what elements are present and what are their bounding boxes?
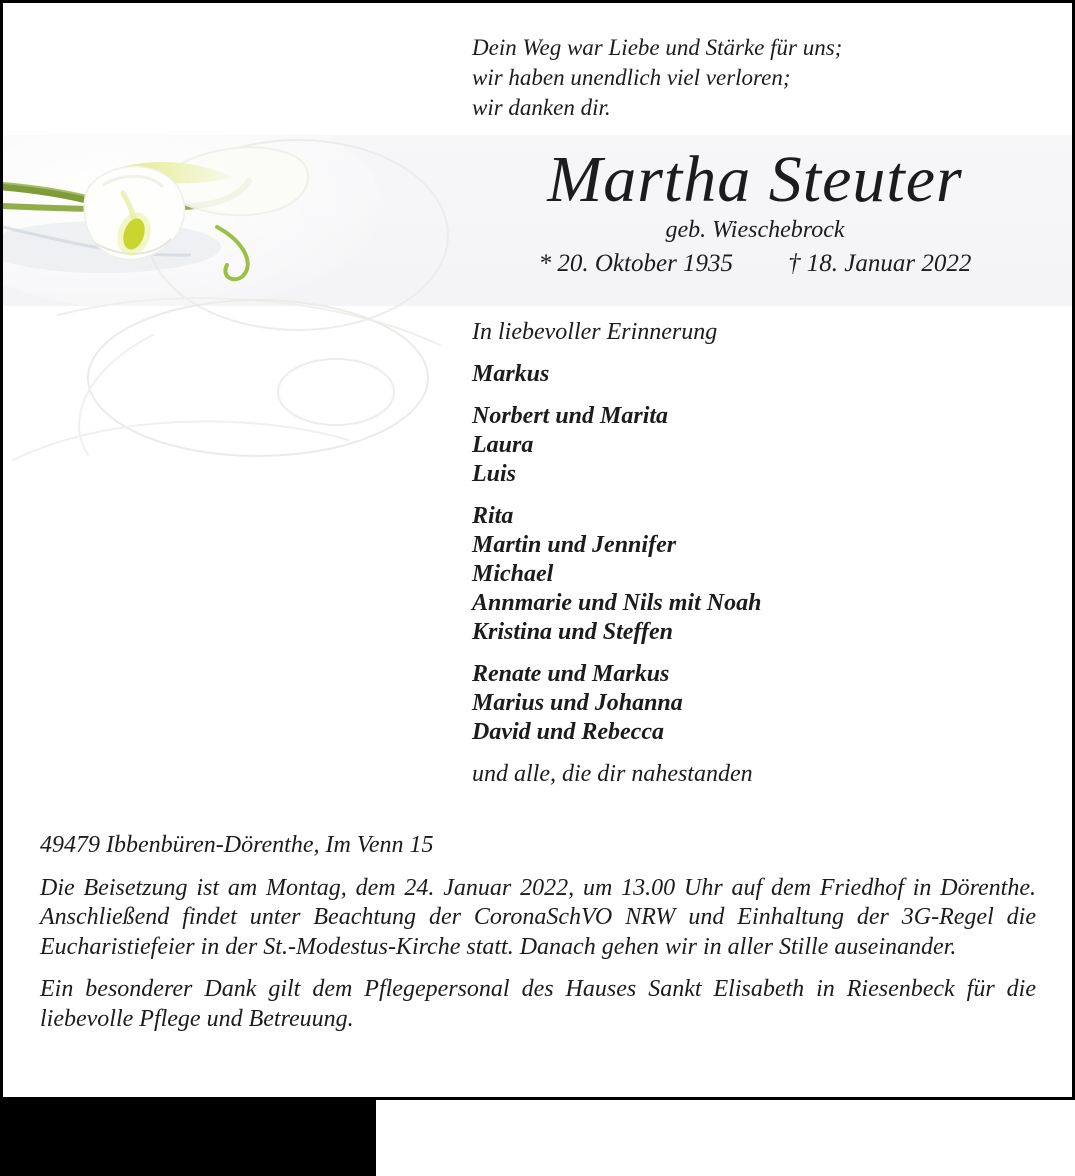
- mourner-name: Marius und Johanna: [472, 690, 683, 716]
- mourner-name: Renate und Markus: [472, 661, 670, 687]
- address-line: 49479 Ibbenbüren-Dörenthe, Im Venn 15: [40, 832, 434, 858]
- mourner-group: [472, 660, 1032, 747]
- epitaph-line: wir haben unendlich viel verloren;: [472, 65, 791, 90]
- death-date: † 18. Januar 2022: [788, 250, 972, 277]
- epitaph-line: Dein Weg war Liebe und Stärke für uns;: [472, 35, 843, 60]
- mourner-group: [472, 402, 1032, 489]
- mourner-group: [472, 360, 1032, 389]
- birth-date: * 20. Oktober 1935: [538, 250, 734, 277]
- life-dates: [455, 249, 1055, 279]
- funeral-home-redaction-block: [0, 1100, 376, 1176]
- maiden-name: geb. Wieschebrock: [665, 217, 845, 243]
- deceased-name: Martha Steuter: [547, 143, 963, 216]
- mourner-name: Markus: [472, 361, 550, 387]
- mourner-name: Norbert und Marita: [472, 403, 669, 429]
- mourner-name: Michael: [472, 561, 554, 587]
- bottom-section: [40, 831, 1036, 1047]
- mourner-group: [472, 502, 1032, 647]
- header-band: [3, 135, 1072, 306]
- closing-line: und alle, die dir nahestanden: [472, 761, 753, 787]
- mourners-section: [472, 318, 1032, 802]
- remembrance-intro: In liebevoller Erinnerung: [472, 319, 718, 345]
- mourner-name: Martin und Jennifer: [472, 532, 677, 558]
- mourner-name: Luis: [472, 461, 517, 487]
- mourner-name: Rita: [472, 503, 514, 529]
- funeral-info-paragraph: Die Beisetzung ist am Montag, dem 24. Januar 2022, um 13.00 Uhr auf dem Friedhof in Dörenthe. Anschließend findet unter Beachtung der CoronaSchVO NRW und Einhaltung der 3G-Regel die Eucharistiefeier in der St.-Modestus-Kirche statt. Danach gehen wir in aller Stille auseinander.: [40, 874, 1036, 960]
- mourner-name: David und Rebecca: [472, 719, 664, 745]
- thanks-paragraph: Ein besonderer Dank gilt dem Pflegepersonal des Hauses Sankt Elisabeth in Riesenbeck für die liebevolle Pflege und Betreuung.: [40, 976, 1036, 1032]
- epitaph-line: wir danken dir.: [472, 95, 611, 120]
- mourner-name: Annmarie und Nils mit Noah: [472, 590, 762, 616]
- mourner-name: Kristina und Steffen: [472, 619, 673, 645]
- header-band-text: [455, 135, 1055, 279]
- mourner-name: Laura: [472, 432, 534, 458]
- epitaph-verse: [472, 33, 842, 123]
